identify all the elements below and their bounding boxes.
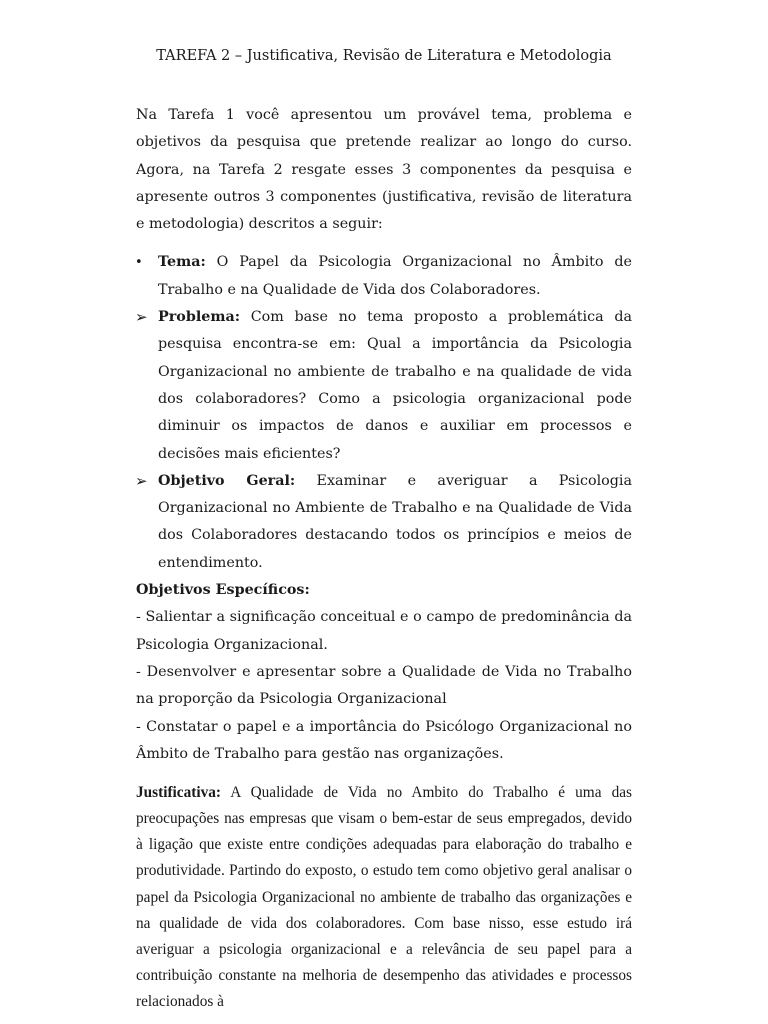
specific-objective-2: - Desenvolver e apresentar sobre a Qualidade de Vida no Trabalho na proporção da Psicologia Organizacional [136,663,632,708]
item-label: Problema: [158,309,241,326]
list-item-tema [136,249,632,304]
specific-objectives-heading [136,577,632,604]
specific-objectives-heading-text: Objetivos Específicos: [136,582,310,599]
arrow-bullet-icon: ➢ [135,471,148,490]
item-label: Tema: [158,254,206,271]
document-body [136,102,632,1015]
list-item-objetivo-geral [136,468,632,577]
item-text: Com base no tema proposto a problemática da pesquisa encontra-se em: Qual a importância da Psicologia Organizacional no ambiente de trabalho e na qualidade de vida dos colaboradores? Como a psicologia organizacional pode diminuir os impactos de danos e auxiliar em processos e decisões mais eficientes? [158,309,632,462]
specific-objective-3: - Constatar o papel e a importância do Psicólogo Organizacional no Âmbito de Trabalho para gestão nas organizações. [136,718,632,762]
specific-objective-1: - Salientar a significação conceitual e o campo de predominância da Psicologia Organizacional. [136,609,632,653]
arrow-bullet-icon: ➢ [135,308,148,327]
list-item-problema [136,304,632,468]
justification-text: A Qualidade de Vida no Ambito do Trabalho é uma das preocupações nas empresas que visam o bem-estar de seus empregados, devido à ligação que existe entre condições adequadas para elaboração do trabalho e produtividade. Partindo do exposto, o estudo tem como objetivo geral analisar o papel da Psicologia Organizacional no ambiente de trabalho das organizações e na qualidade de vida dos colaboradores. Com base nisso, esse estudo irá averiguar a psicologia organizacional e a relevância de seu papel para a contribuição constante na melhoria de desempenho das atividades e processos relacionados à [136,784,632,1010]
item-label: Objetivo Geral: [158,472,296,489]
justification-paragraph [136,780,632,1015]
document-title: TAREFA 2 – Justificativa, Revisão de Literatura e Metodologia [156,48,612,64]
bullet-icon: • [135,255,143,271]
justification-label: Justificativa: [136,784,221,802]
research-items-list [136,249,632,577]
item-text: O Papel da Psicologia Organizacional no Âmbito de Trabalho e na Qualidade de Vida dos Colaboradores. [158,254,633,298]
item-text: Examinar e averiguar a Psicologia Organizacional no Ambiente de Trabalho e na Qualidade de Vida dos Colaboradores destacando todos os princípios e meios de entendimento. [158,472,632,571]
intro-paragraph: Na Tarefa 1 você apresentou um provável tema, problema e objetivos da pesquisa que pretende realizar ao longo do curso. Agora, na Tarefa 2 resgate esses 3 componentes da pesquisa e apresente outros 3 componentes (justificativa, revisão de literatura e metodologia) descritos a seguir: [136,107,632,233]
